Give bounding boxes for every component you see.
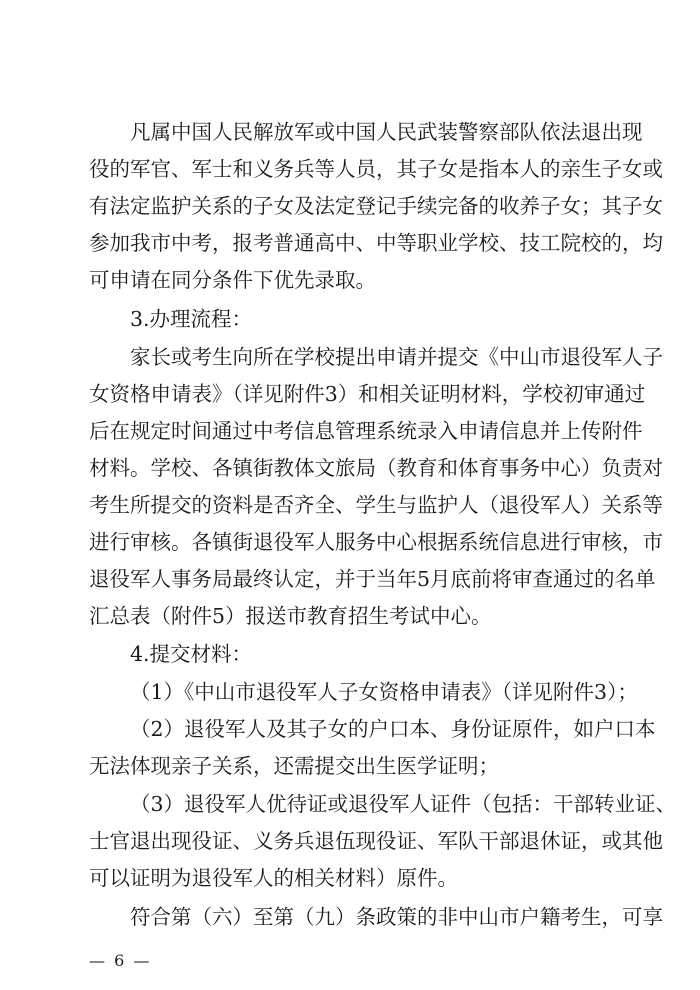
text-line-3: 有法定监护关系的子女及法定登记手续完备的收养子女；其子女	[89, 194, 663, 218]
text-line-18: 无法体现亲子关系，还需提交出生医学证明；	[89, 754, 499, 778]
text-line-16: （1）《中山市退役军人子女资格申请表》（详见附件3）；	[130, 680, 638, 704]
text-line-13: 退役军人事务局最终认定，并于当年5月底前将审查通过的名单	[89, 567, 656, 591]
text-line-5: 可申请在同分条件下优先录取。	[89, 268, 376, 292]
text-line-20: 士官退出现役证、义务兵退伍现役证、军队干部退休证，或其他	[89, 829, 663, 853]
text-line-21: 可以证明为退役军人的相关材料）原件。	[89, 866, 458, 890]
text-line-10: 材料。学校、各镇街教体文旅局（教育和体育事务中心）负责对	[89, 456, 663, 480]
text-line-22: 符合第（六）至第（九）条政策的非中山市户籍考生，可享	[130, 905, 663, 929]
text-line-8: 女资格申请表》（详见附件3）和相关证明材料，学校初审通过	[89, 382, 646, 406]
text-line-11: 考生所提交的资料是否齐全、学生与监护人（退役军人）关系等	[89, 493, 663, 517]
text-line-4: 参加我市中考，报考普通高中、中等职业学校、技工院校的，均	[89, 231, 663, 255]
text-line-17: （2）退役军人及其子女的户口本、身份证原件，如户口本	[130, 717, 656, 741]
text-line-19: （3）退役军人优待证或退役军人证件（包括：干部转业证、	[130, 792, 677, 816]
text-line-9: 后在规定时间通过中考信息管理系统录入申请信息并上传附件	[89, 419, 643, 443]
text-line-14: 汇总表（附件5）报送市教育招生考试中心。	[89, 604, 492, 628]
text-line-1: 凡属中国人民解放军或中国人民武装警察部队依法退出现	[130, 120, 643, 144]
text-line-7: 家长或考生向所在学校提出申请并提交《中山市退役军人子	[130, 345, 663, 369]
text-line-2: 役的军官、军士和义务兵等人员，其子女是指本人的亲生子女或	[89, 157, 663, 181]
section-heading-process: 3.办理流程：	[130, 307, 253, 331]
page-number: — 6 —	[89, 951, 152, 970]
text-line-12: 进行审核。各镇街退役军人服务中心根据系统信息进行审核，市	[89, 530, 663, 554]
section-heading-materials: 4.提交材料：	[130, 642, 253, 666]
